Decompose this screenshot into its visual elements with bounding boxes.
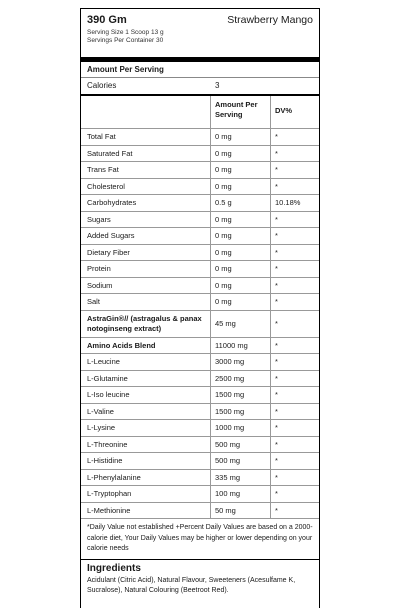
- nutrient-row: [81, 353, 319, 370]
- nutrient-row: [81, 244, 319, 261]
- nutrient-dv: *: [275, 181, 278, 191]
- nutrient-amount: 500 mg: [211, 453, 271, 469]
- dv-column-header: DV%: [275, 106, 293, 115]
- nutrient-name: Protein: [81, 261, 211, 277]
- nutrient-dv: *: [275, 472, 278, 482]
- nutrient-row: [81, 145, 319, 162]
- astragin-row: [81, 310, 319, 337]
- net-weight: 390 Gm: [87, 14, 127, 26]
- nutrient-name: Dietary Fiber: [81, 245, 211, 261]
- flavour-name: Strawberry Mango: [227, 14, 313, 26]
- nutrient-row: [81, 293, 319, 310]
- amino-rows: [81, 353, 319, 518]
- nutrient-dv: *: [275, 264, 278, 273]
- calories-value: 3: [215, 81, 220, 90]
- ingredients-heading: Ingredients: [87, 562, 141, 574]
- ingredients-text: Acidulant (Citric Acid), Natural Flavour, Sweeteners (Acesulfame K, Sucralose), Natural Colouring (Beetroot Red).: [87, 576, 296, 594]
- nutrient-name: L-Tryptophan: [81, 486, 211, 502]
- nutrient-name: L-Valine: [81, 404, 211, 420]
- nutrient-dv: *: [275, 357, 278, 366]
- nutrient-row: [81, 469, 319, 486]
- nutrient-row: [81, 128, 319, 145]
- ingredients-section: [81, 559, 319, 598]
- nutrient-amount: 0 mg: [211, 294, 271, 310]
- servings-per-container: Servings Per Container 30: [87, 37, 164, 44]
- nutrient-amount: 2500 mg: [211, 371, 271, 387]
- nutrient-row: [81, 211, 319, 228]
- nutrient-amount: 0 mg: [211, 278, 271, 294]
- nutrient-amount: 1500 mg: [211, 404, 271, 420]
- nutrient-dv: *: [275, 423, 278, 432]
- nutrient-amount: 0 mg: [211, 212, 271, 228]
- nutrient-row: [81, 370, 319, 387]
- nutrient-dv: *: [275, 373, 278, 383]
- nutrient-dv: *: [275, 297, 278, 306]
- nutrient-amount: 0 mg: [211, 228, 271, 244]
- amount-per-serving-heading: Amount Per Serving: [87, 65, 164, 74]
- nutrient-name: Cholesterol: [81, 179, 211, 195]
- nutrient-amount: 0 mg: [211, 146, 271, 162]
- nutrient-dv: *: [275, 247, 278, 257]
- nutrient-dv: *: [275, 132, 278, 141]
- nutrient-row: [81, 502, 319, 519]
- calories-row: [81, 77, 319, 94]
- nutrient-row: [81, 436, 319, 453]
- nutrient-amount: 3000 mg: [211, 354, 271, 370]
- nutrient-row: [81, 260, 319, 277]
- nutrient-amount: 0 mg: [211, 162, 271, 178]
- astragin-name: AstraGin®// (astragalus & panax notoginseng extract): [81, 311, 211, 337]
- nutrient-name: L-Histidine: [81, 453, 211, 469]
- nutrient-name: Added Sugars: [81, 228, 211, 244]
- nutrient-column-header: [81, 96, 211, 128]
- amino-blend-name: Amino Acids Blend: [81, 338, 211, 354]
- nutrient-amount: 0.5 g: [211, 195, 271, 211]
- nutrient-amount: 335 mg: [211, 470, 271, 486]
- calories-label: Calories: [87, 81, 117, 90]
- astragin-amount: 45 mg: [211, 311, 271, 337]
- footnote: *Daily Value not established +Percent Daily Values are based on a 2000-calorie diet, Your Daily Values may be higher or lower depending on your calorie needs: [81, 518, 319, 559]
- label-header: [81, 9, 319, 57]
- nutrient-dv: *: [275, 390, 278, 399]
- nutrient-name: L-Iso leucine: [81, 387, 211, 403]
- nutrient-dv: *: [275, 280, 278, 290]
- nutrient-name: Salt: [81, 294, 211, 310]
- nutrient-name: Trans Fat: [81, 162, 211, 178]
- nutrient-amount: 0 mg: [211, 245, 271, 261]
- nutrient-amount: 100 mg: [211, 486, 271, 502]
- nutrient-row: [81, 178, 319, 195]
- nutrient-name: L-Methionine: [81, 503, 211, 519]
- nutrient-name: Sugars: [81, 212, 211, 228]
- nutrient-row: [81, 161, 319, 178]
- nutrient-name: L-Glutamine: [81, 371, 211, 387]
- nutrient-name: Sodium: [81, 278, 211, 294]
- nutrient-row: [81, 386, 319, 403]
- nutrient-name: Carbohydrates: [81, 195, 211, 211]
- nutrient-amount: 0 mg: [211, 129, 271, 145]
- amino-blend-dv: *: [275, 340, 278, 350]
- nutrient-dv: *: [275, 489, 278, 498]
- nutrition-facts-panel: [80, 8, 320, 608]
- nutrient-row: [81, 419, 319, 436]
- nutrient-dv: 10.18%: [275, 198, 301, 207]
- nutrient-row: [81, 452, 319, 469]
- nutrient-name: L-Phenylalanine: [81, 470, 211, 486]
- nutrient-dv: *: [275, 165, 278, 174]
- nutrient-name: Saturated Fat: [81, 146, 211, 162]
- nutrient-dv: *: [275, 214, 278, 224]
- nutrient-dv: *: [275, 456, 278, 465]
- nutrient-row: [81, 277, 319, 294]
- nutrient-dv: *: [275, 406, 278, 416]
- amino-blend-amount: 11000 mg: [211, 338, 271, 354]
- nutrient-dv: *: [275, 505, 278, 515]
- nutrient-name: L-Lysine: [81, 420, 211, 436]
- amino-blend-row: [81, 337, 319, 354]
- nutrient-rows: [81, 128, 319, 310]
- nutrient-amount: 0 mg: [211, 261, 271, 277]
- nutrient-row: [81, 485, 319, 502]
- nutrient-amount: 50 mg: [211, 503, 271, 519]
- column-header-row: [81, 96, 319, 128]
- nutrient-dv: *: [275, 148, 278, 158]
- serving-size: Serving Size 1 Scoop 13 g: [87, 29, 164, 36]
- nutrient-amount: 1000 mg: [211, 420, 271, 436]
- nutrient-row: [81, 403, 319, 420]
- amount-column-header: Amount Per Serving: [211, 96, 271, 128]
- astragin-dv: *: [275, 318, 278, 328]
- nutrient-row: [81, 227, 319, 244]
- nutrient-name: Total Fat: [81, 129, 211, 145]
- nutrient-dv: *: [275, 439, 278, 449]
- nutrient-amount: 500 mg: [211, 437, 271, 453]
- nutrient-dv: *: [275, 231, 278, 240]
- nutrient-amount: 1500 mg: [211, 387, 271, 403]
- nutrient-name: L-Threonine: [81, 437, 211, 453]
- nutrient-name: L-Leucine: [81, 354, 211, 370]
- nutrient-amount: 0 mg: [211, 179, 271, 195]
- nutrient-row: [81, 194, 319, 211]
